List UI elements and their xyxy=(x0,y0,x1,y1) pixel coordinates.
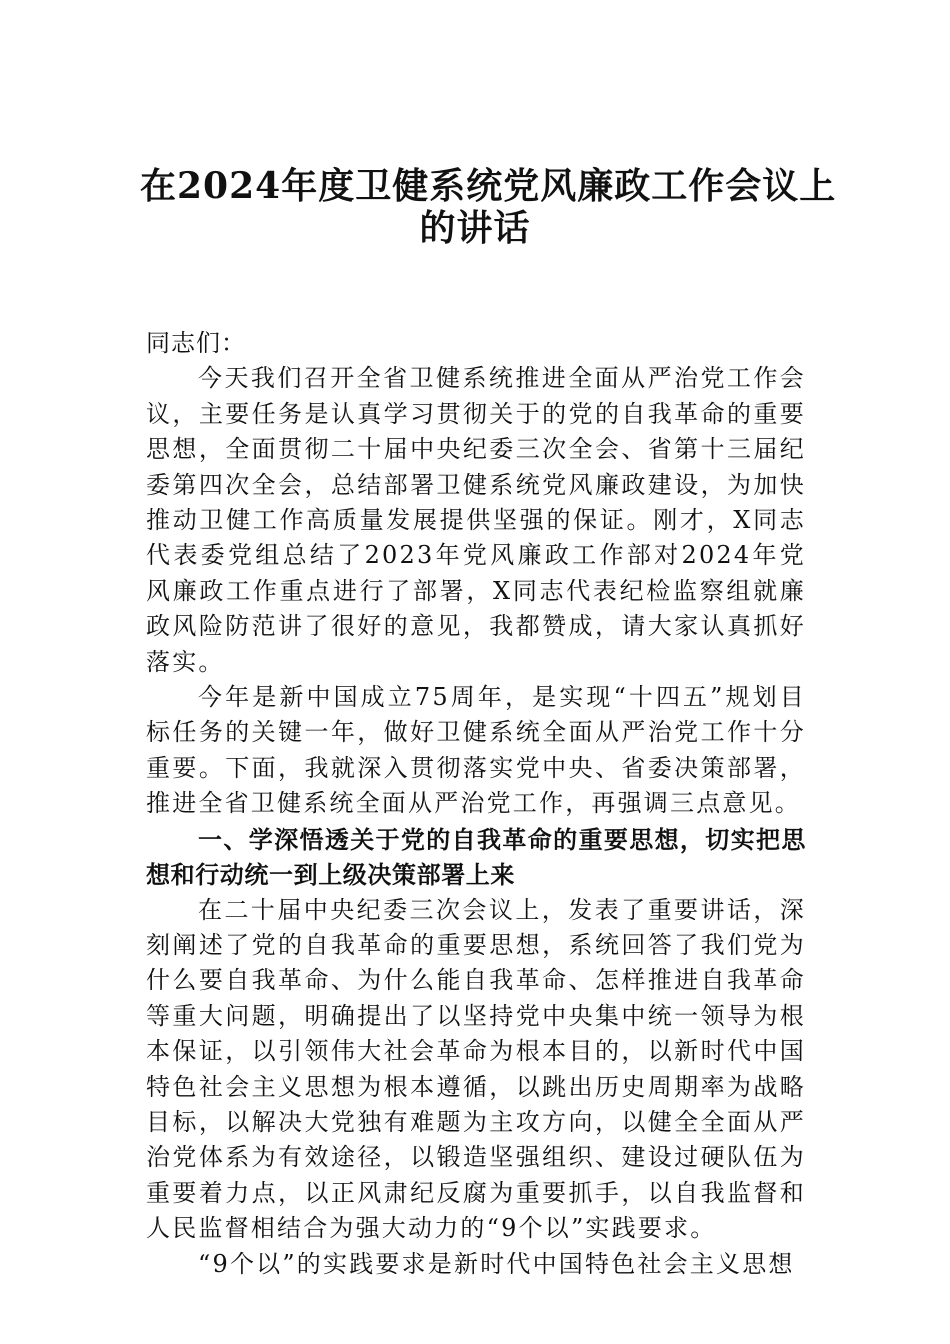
section-1-paragraph-continued: “9个以”的实践要求是新时代中国特色社会主义思想 xyxy=(198,1249,795,1278)
section-1-paragraph: 在二十届中央纪委三次会议上，发表了重要讲话，深刻阐述了党的自我革命的重要思想，系统回答了我们党为什么要自我革命、为什么能自我革命、怎样推进自我革命等重大问题，明确提出了以坚持党中央集中统一领导为根本保证，以引领伟大社会革命为根本目的，以新时代中国特色社会主义思想为根本遵循，以跳出历史周期率为战略目标，以解决大党独有难题为主攻方向，以健全全面从严治党体系为有效途径，以锻造坚强组织、建设过硬队伍为重要着力点，以正风肃纪反腐为重要抓手，以自我监督和人民监督相结合为强大动力的“9个以”实践要求。 xyxy=(146,895,806,1243)
document-title-line-1: 在2024年度卫健系统党风廉政工作会议上 xyxy=(140,165,837,207)
document-title-line-2: 的讲话 xyxy=(419,207,531,249)
document-body xyxy=(146,326,806,1282)
section-heading-1: 一、学深悟透关于党的自我革命的重要思想，切实把思想和行动统一到上级决策部署上来 xyxy=(146,824,806,890)
paragraph-overview: 今年是新中国成立75周年，是实现“十四五”规划目标任务的关键一年，做好卫健系统全面从严治党工作十分重要。下面，我就深入贯彻落实党中央、省委决策部署，推进全省卫健系统全面从严治党工作，再强调三点意见。 xyxy=(146,683,806,818)
paragraph-opening: 今天我们召开全省卫健系统推进全面从严治党工作会议，主要任务是认真学习贯彻关于的党的自我革命的重要思想，全面贯彻二十届中央纪委三次全会、省第十三届纪委第四次全会，总结部署卫健系统党风廉政建设，为加快推动卫健工作高质量发展提供坚强的保证。刚才，X同志代表委党组总结了2023年党风廉政工作部对2024年党风廉政工作重点进行了部署，X同志代表纪检监察组就廉政风险防范讲了很好的意见，我都赞成，请大家认真抓好落实。 xyxy=(146,364,806,676)
salutation: 同志们： xyxy=(146,329,246,357)
